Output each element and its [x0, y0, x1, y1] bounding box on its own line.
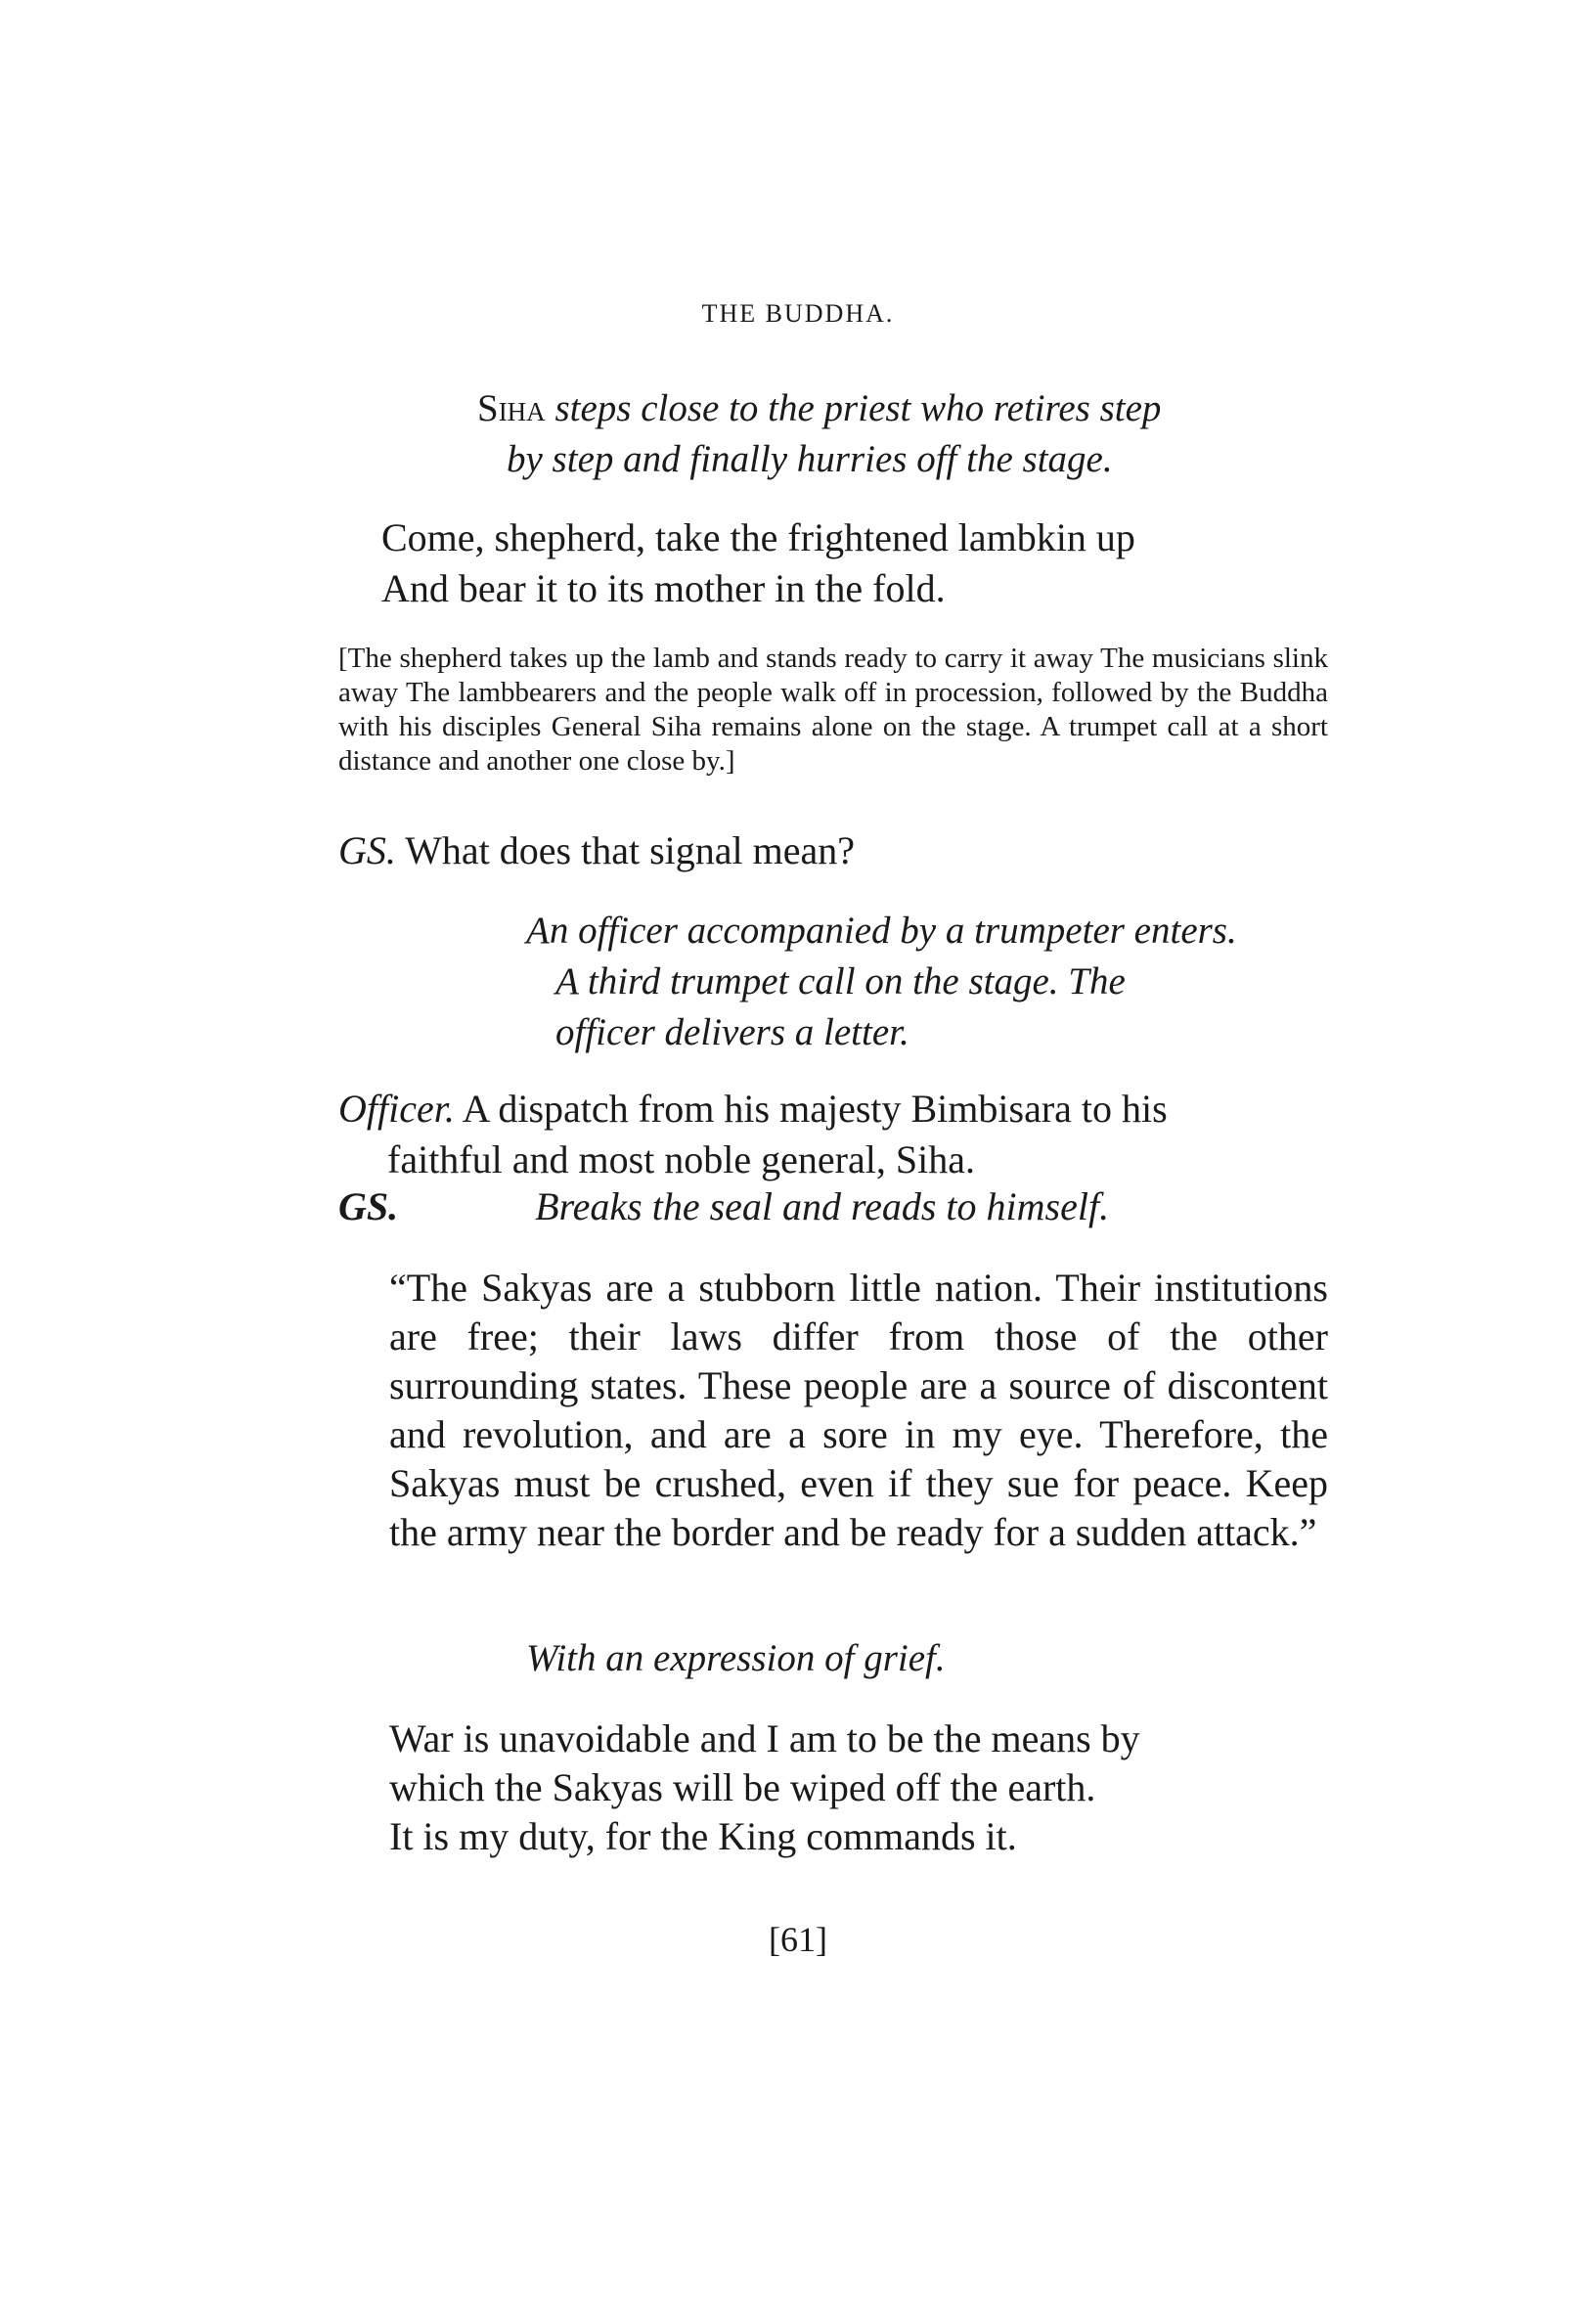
closing-line-1: War is unavoidable and I am to be the means by [389, 1716, 1140, 1760]
stage-direction-line-2: A third trumpet call on the stage. The [555, 960, 1126, 1002]
closing-line-3: It is my duty, for the King commands it. [389, 1814, 1017, 1858]
royal-letter-text: “The Sakyas are a stubborn little nation. Their institutions are free; their laws differ from those of the other surrounding states. These people are a source of discontent and revolution, and are a sore in my eye. Therefore, the Sakyas must be crushed, even if they sue for peace. Keep the army near the border and be ready for a sudden attack.” [389, 1266, 1328, 1554]
speaker-gs: GS. [338, 828, 396, 872]
speech-officer-line-2: faithful and most noble general, Siha. [387, 1137, 975, 1181]
speaker-officer: Officer. [338, 1087, 455, 1131]
speech-officer [338, 1084, 1326, 1185]
stage-direction-line-1: An officer accompanied by a trumpeter enters. [526, 910, 1237, 952]
stage-direction-grief: With an expression of grief. [526, 1637, 946, 1679]
stage-direction-text-2: by step and finally hurries off the stage. [507, 438, 1113, 480]
speaker-gs-2: GS. [338, 1184, 399, 1228]
stage-direction-text-1: steps close to the priest who retires step [554, 387, 1162, 429]
speech-officer-line-1: A dispatch from his majesty Bimbisara to his [462, 1087, 1168, 1131]
verse-line-2: And bear it to its mother in the fold. [381, 566, 946, 610]
speech-text: What does that signal mean? [405, 828, 856, 872]
stage-direction-line-3: officer delivers a letter. [555, 1011, 909, 1053]
character-name: Siha [477, 387, 546, 429]
closing-line-2: which the Sakyas will be wiped off the earth. [389, 1765, 1096, 1809]
page-number: [61] [769, 1920, 827, 1959]
stage-direction-officer-enters [526, 906, 1328, 1058]
bracketed-stage-direction: [The shepherd takes up the lamb and stands ready to carry it away The musicians slink away The lambbearers and the people walk off in procession, followed by the Buddha with his disciples General Siha remains alone on the stage. A trumpet call at a short distance and another one close by.] [338, 643, 1328, 777]
speech-gs-reads [338, 1181, 1326, 1232]
running-head: THE BUDDHA. [701, 299, 895, 328]
speech-gs-signal [338, 825, 1326, 876]
stage-direction-siha [477, 383, 1338, 485]
verse-line-1: Come, shepherd, take the frightened lambkin up [381, 515, 1135, 559]
gs-reading-direction: Breaks the seal and reads to himself. [535, 1184, 1110, 1228]
